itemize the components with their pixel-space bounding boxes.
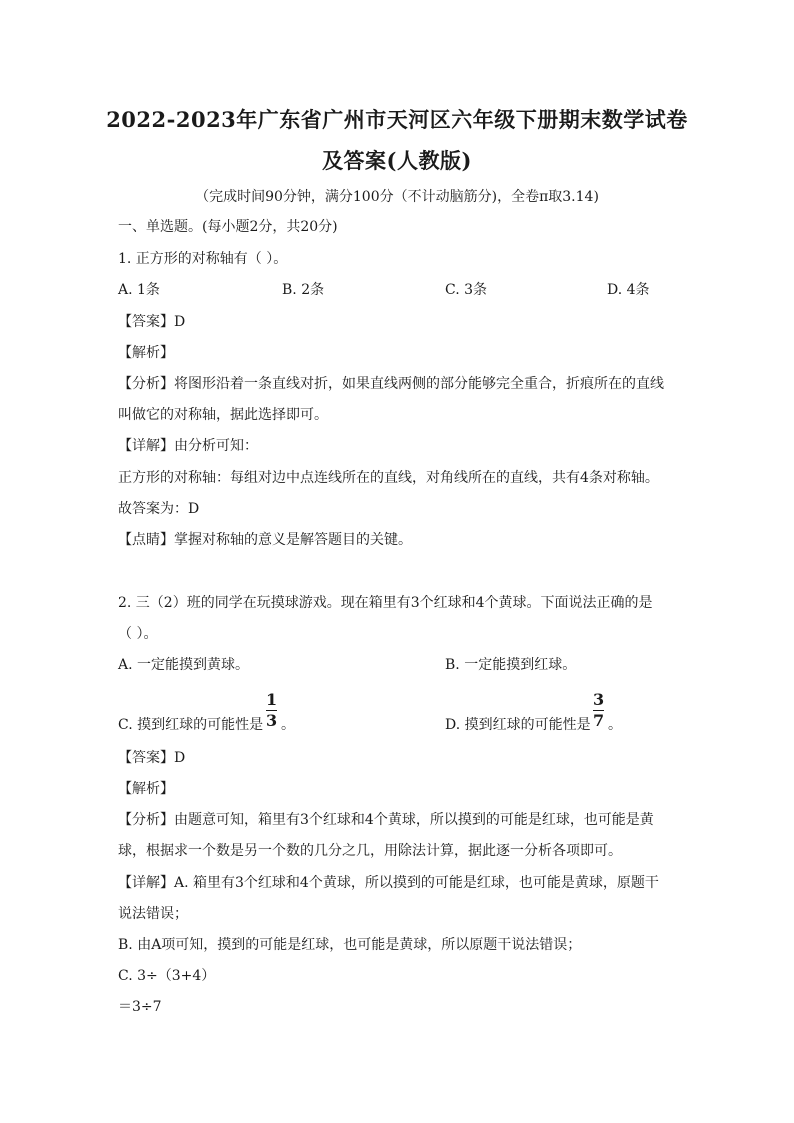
q2-option-c-fraction — [266, 691, 277, 729]
q1-option-d: D. 4条 — [607, 282, 650, 298]
q1-conclusion: 故答案为：D — [118, 501, 200, 517]
q2-stem-line1: 2. 三（2）班的同学在玩摸球游戏。现在箱里有3个红球和4个黄球。下面说法正确的是 — [118, 595, 653, 611]
q1-fenxi-line1: 【分析】将图形沿着一条直线对折，如果直线两侧的部分能够完全重合，折痕所在的直线 — [118, 376, 664, 392]
q1-xiangjie: 【详解】由分析可知： — [118, 438, 258, 454]
section-heading: 一、单选题。(每小题2分，共20分) — [118, 219, 338, 235]
q2-b-line: B. 由A项可知，摸到的可能是红球，也可能是黄球，所以原题干说法错误； — [118, 937, 582, 953]
q2-analysis-label: 【解析】 — [118, 781, 174, 797]
fraction-numerator: 1 — [266, 690, 278, 709]
q2-stem-line2: （ ）。 — [118, 626, 158, 642]
fraction-numerator: 3 — [593, 690, 605, 709]
q1-analysis-label: 【解析】 — [118, 345, 174, 361]
q2-option-c-suffix: 。 — [281, 717, 295, 733]
q2-option-a: A. 一定能摸到黄球。 — [118, 657, 250, 673]
q2-option-d-prefix: D. 摸到红球的可能性是 — [445, 717, 591, 733]
q2-option-b: B. 一定能摸到红球。 — [445, 657, 577, 673]
q2-option-d-suffix: 。 — [608, 717, 622, 733]
q1-option-b: B. 2条 — [282, 282, 325, 298]
q1-stem: 1. 正方形的对称轴有（ ）。 — [118, 251, 288, 267]
q2-c-line: C. 3÷（3+4） — [118, 968, 216, 984]
fraction-denominator: 7 — [593, 711, 605, 730]
q2-xiangjie-line1: 【详解】A. 箱里有3个红球和4个黄球，所以摸到的可能是红球，也可能是黄球，原题干 — [118, 875, 659, 891]
q1-detail: 正方形的对称轴：每组对边中点连线所在的直线，对角线所在的直线，共有4条对称轴。 — [118, 470, 659, 486]
fraction-denominator: 3 — [266, 711, 278, 730]
q2-xiangjie-line2: 说法错误； — [118, 906, 188, 922]
document-title-line2: 及答案(人教版) — [322, 148, 472, 173]
q1-option-c: C. 3条 — [445, 282, 488, 298]
document-title-line1: 2022-2023年广东省广州市天河区六年级下册期末数学试卷 — [106, 107, 688, 132]
q2-fenxi-line1: 【分析】由题意可知，箱里有3个红球和4个黄球，所以摸到的可能是红球，也可能是黄 — [118, 812, 654, 828]
q2-option-d-fraction — [593, 691, 604, 729]
q2-option-c-prefix: C. 摸到红球的可能性是 — [118, 717, 264, 733]
q2-fenxi-line2: 球，根据求一个数是另一个数的几分之几，用除法计算，据此逐一分析各项即可。 — [118, 843, 622, 859]
q1-answer: 【答案】D — [118, 314, 186, 330]
q1-option-a: A. 1条 — [118, 282, 160, 298]
q2-c-equation: ＝3÷7 — [118, 999, 162, 1015]
q1-fenxi-line2: 叫做它的对称轴，据此选择即可。 — [118, 407, 328, 423]
q2-answer: 【答案】D — [118, 750, 186, 766]
exam-subtitle: （完成时间90分钟，满分100分（不计动脑筋分)，全卷π取3.14) — [195, 189, 599, 205]
q1-dianjing: 【点睛】掌握对称轴的意义是解答题目的关键。 — [118, 532, 412, 548]
